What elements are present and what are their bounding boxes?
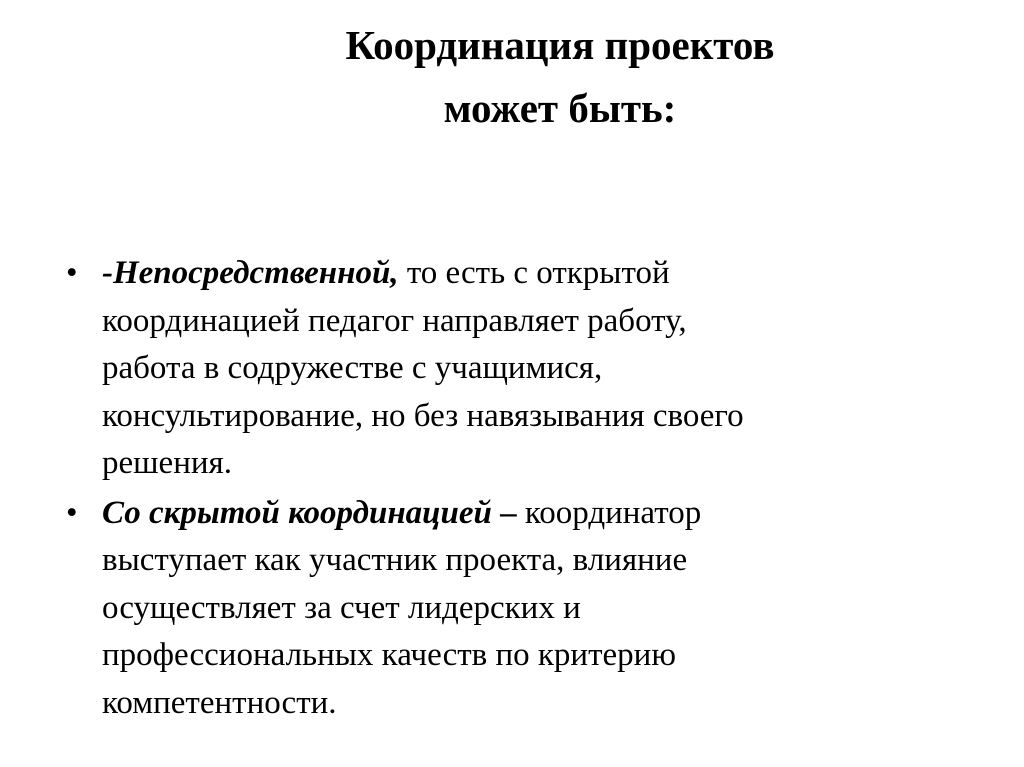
title-line-2: может быть:: [443, 85, 677, 131]
bullet-2-line-3: осуществляет за счет лидерских и: [102, 589, 581, 626]
bullet-2-line-4: профессиональных качеств по критерию: [102, 637, 676, 673]
title-line-1: Координация проектов: [345, 22, 775, 68]
bullet-1-line-2: координацией педагог направляет работу,: [102, 302, 687, 339]
bullet-1-emphasis: -Непосредственной,: [102, 255, 399, 291]
bullet-item-hidden: [66, 490, 966, 728]
bullet-marker: •: [66, 255, 78, 291]
bullet-2-dash: –: [491, 494, 517, 531]
bullet-2-line-5: компетентности.: [102, 684, 337, 721]
bullet-list: [66, 250, 966, 729]
bullet-2-text-1: координатор: [516, 494, 702, 531]
bullet-2-line-1: [102, 490, 966, 538]
bullet-item-direct: [66, 250, 966, 488]
bullet-1-line-5: решения.: [102, 445, 232, 481]
bullet-2-emphasis: Со скрытой координацией: [102, 494, 492, 531]
bullet-marker: •: [66, 494, 78, 531]
bullet-1-line-4: консультирование, но без навязывания своего: [102, 397, 744, 434]
bullet-2-line-2: выступает как участник проекта, влияние: [102, 542, 688, 578]
bullet-1-text-1: то есть с открытой: [398, 255, 670, 291]
slide-title: [300, 14, 820, 140]
bullet-1-line-1: [102, 250, 966, 298]
bullet-1-line-3: работа в содружестве с учащимися,: [102, 350, 603, 386]
